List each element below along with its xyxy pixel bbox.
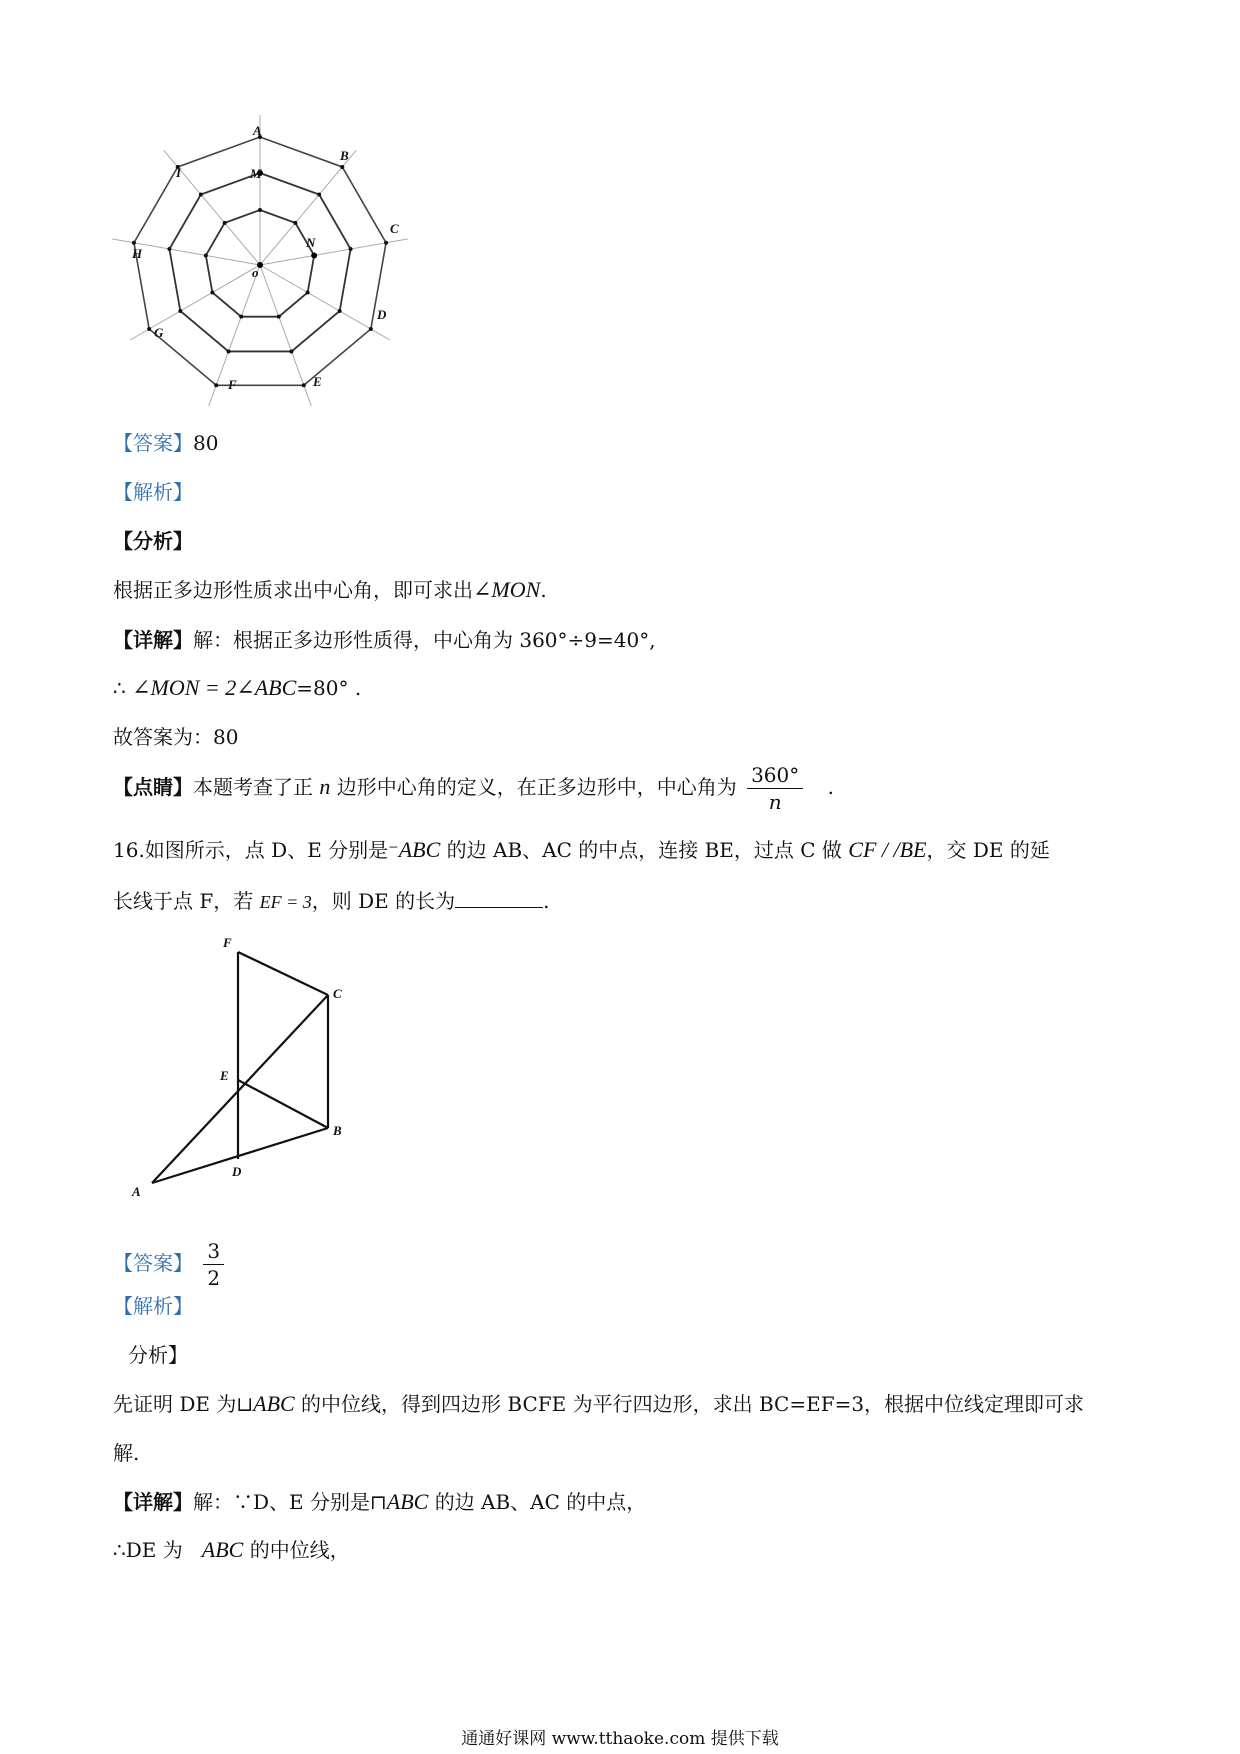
q16-answer-line [113, 1238, 228, 1291]
label-F: F [223, 935, 232, 950]
point-n [311, 252, 317, 258]
vertex-dot [178, 309, 182, 313]
q16-analysis-line [113, 1292, 193, 1320]
q16-question-line1: 16.如图所示，点 D、E 分别是⁻ABC 的边 AB、AC 的中点，连接 BE，过点 C 做 CF / /BE，交 DE 的延 [113, 837, 1050, 862]
answer-tag: 【答案】 [113, 1251, 193, 1275]
q15-final-line: 故答案为：80 [113, 725, 239, 749]
vertex-dot [214, 383, 218, 387]
vertex-dot [317, 193, 321, 197]
vertex-dot [302, 383, 306, 387]
therefore-math: ∠MON = 2∠ABC [132, 675, 297, 700]
label-M: M [250, 166, 262, 181]
segment-eb [238, 1080, 328, 1128]
q15-fenxi-text: 根据正多边形性质求出中心角，即可求出∠MON. [113, 577, 547, 602]
label-I: I [176, 165, 182, 180]
label-O: o [252, 265, 259, 280]
label-A: A [253, 123, 262, 138]
vertex-dot [199, 193, 203, 197]
vertex-dot [258, 208, 262, 212]
q16-fenxi-text2: 解. [113, 1441, 140, 1465]
analysis-tag: 【解析】 [113, 480, 193, 504]
fenxi-tag: 分析】 [128, 1343, 188, 1367]
label-E: E [313, 374, 322, 389]
label-F: F [228, 377, 237, 392]
vertex-dot [369, 327, 373, 331]
q15-dianjing-line: 【点睛】本题考查了正 n 边形中心角的定义，在正多边形中，中心角为 $\frac{360^\circ}{n}$ . [113, 763, 834, 814]
label-B: B [340, 148, 349, 163]
vertex-dot [293, 221, 297, 225]
q15-therefore-line: ∴ ∠MON = 2∠ABC=80° . [113, 675, 362, 700]
analysis-tag: 【解析】 [113, 1294, 193, 1318]
page-footer: 通通好课网 www.tthaoke.com 提供下载 [461, 1729, 779, 1749]
label-A: A [132, 1184, 141, 1199]
answer-blank [455, 887, 543, 908]
label-D: D [232, 1164, 242, 1179]
label-N: N [306, 235, 316, 250]
q16-fenxi-text1: 先证明 DE 为⊔ABC 的中位线，得到四边形 BCFE 为平行四边形，求出 BC=EF=3，根据中位线定理即可求 [113, 1391, 1085, 1416]
vertex-dot [132, 241, 136, 245]
vertex-dot [167, 247, 171, 251]
q15-fenxi-tag-line [113, 527, 193, 555]
vertex-dot [349, 247, 353, 251]
vertex-dot [277, 315, 281, 319]
vertex-dot [384, 241, 388, 245]
label-B: B [333, 1123, 342, 1138]
label-H: H [132, 246, 143, 261]
vertex-dot [210, 291, 214, 295]
vertex-dot [204, 253, 208, 257]
q15-detail-line: 【详解】解：根据正多边形性质得，中心角为 360°÷9=40°, [113, 628, 656, 652]
q15-analysis-line [113, 478, 193, 506]
answer-fraction: $\frac{3}{2}$ [203, 1238, 224, 1291]
vertex-dot [239, 315, 243, 319]
dianjing-tag: 【点睛】 [113, 775, 193, 799]
triangle-figure [120, 930, 370, 1210]
q16-detail-line: 【详解】解：∵D、E 分别是⊓ABC 的边 AB、AC 的中点， [113, 1489, 647, 1514]
vertex-dot [340, 165, 344, 169]
answer-value: 80 [193, 431, 219, 455]
segment-fc [238, 952, 328, 995]
vertex-dot [227, 349, 231, 353]
vertex-dot [306, 291, 310, 295]
vertex-dot [223, 221, 227, 225]
label-G: G [154, 325, 164, 340]
answer-tag: 【答案】 [113, 431, 193, 455]
q16-therefore-line: ∴DE 为 ABC 的中位线， [113, 1537, 350, 1562]
label-C: C [390, 221, 399, 236]
nonagon-figure [110, 115, 430, 415]
label-E: E [220, 1068, 229, 1083]
label-D: D [377, 307, 387, 322]
angle-mon: ∠MON [473, 577, 541, 602]
detail-tag: 【详解】 [113, 1490, 193, 1514]
fraction-360-over-n: $\frac{360^\circ}{n}$ [747, 762, 803, 815]
q16-question-line2: 长线于点 F，若 EF = 3，则 DE 的长为 . [113, 889, 550, 913]
detail-tag: 【详解】 [113, 628, 193, 652]
vertex-dot [338, 309, 342, 313]
fenxi-tag: 【分析】 [113, 529, 193, 553]
nonagon-web [112, 115, 407, 406]
q15-answer-line [113, 429, 218, 457]
vertex-dot [147, 327, 151, 331]
vertex-dot [289, 349, 293, 353]
label-C: C [333, 986, 342, 1001]
q16-fenxi-tag-line [128, 1341, 188, 1369]
